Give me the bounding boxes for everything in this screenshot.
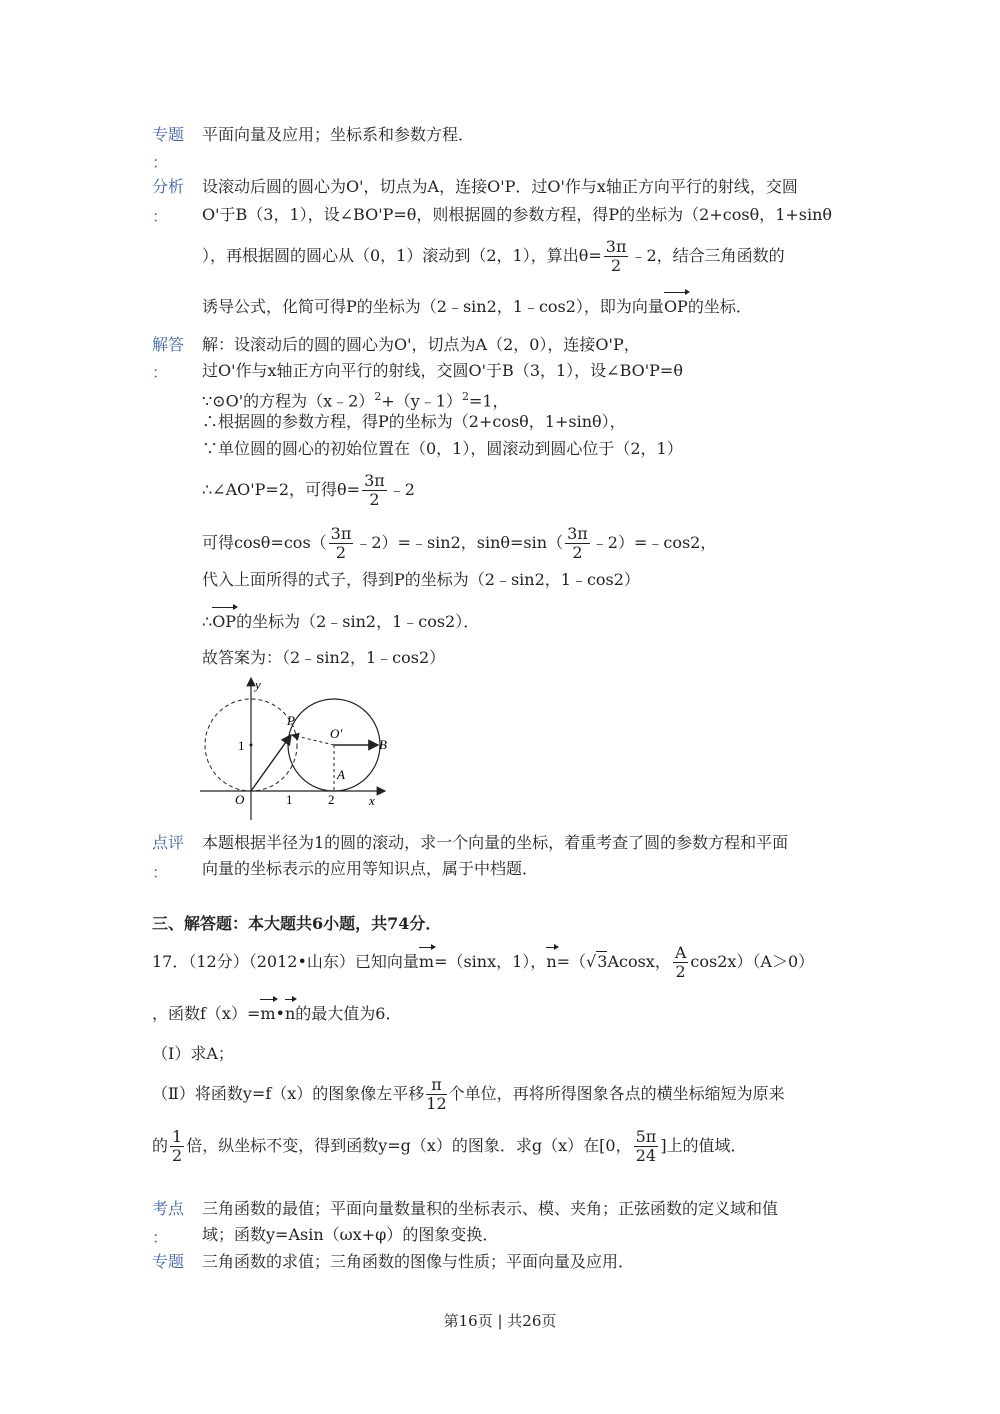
y-tick-1: 1	[238, 738, 245, 753]
point-line-1: 三角函数的最值；平面向量数量积的坐标表示、模、夹角；正弦函数的定义域和值	[202, 1199, 779, 1218]
solution-line-7: 可得cosθ=cos（ $\frac{3\pi}{2}$ ﹣2）=﹣sin2，sinθ=sin（ $\frac{3\pi}{2}$ ﹣2）=﹣cos2，	[202, 524, 717, 562]
point-line-2: 域；函数y=Asin（ωx+φ）的图象变换．	[202, 1225, 499, 1244]
analysis-line-1: 设滚动后圆的圆心为O'，切点为A，连接O'P．过O'作与x轴正方向平行的射线，交圆	[202, 177, 798, 196]
topic-label: 专题	[152, 125, 185, 144]
rolling-circle-figure	[195, 675, 395, 825]
point-oprime: O'	[330, 726, 343, 741]
label-colon: ：	[152, 863, 169, 882]
topic-text: 平面向量及应用；坐标系和参数方程．	[202, 125, 475, 144]
solution-label: 解答	[152, 335, 185, 354]
q17-line-1: 17．（12分）（2012•山东）已知向量m=（sinx，1），n=（√3Acosx， $\frac{A}{2}$ cos2x）（A＞0）	[152, 943, 815, 981]
tick-2: 2	[328, 792, 335, 807]
x-label: x	[369, 793, 375, 808]
q17-part-1: （Ⅰ）求A；	[152, 1044, 234, 1063]
vector-op: OP	[664, 295, 688, 319]
q17-part-2: （Ⅱ）将函数y=f（x）的图象像左平移 $\frac{\pi}{12}$ 个单位，再将所得图象各点的横坐标缩短为原来	[152, 1075, 785, 1113]
analysis-line-3: ），再根据圆的圆心从（0，1）滚动到（2，1），算出θ= $\frac{3\pi}{2}$ ﹣2，结合三角函数的	[202, 237, 785, 275]
comment-label: 点评	[152, 833, 185, 852]
solution-line-5: ∵单位圆的圆心的初始位置在（0，1），圆滚动到圆心位于（2，1）	[202, 439, 683, 458]
section-heading: 三、解答题：本大题共6小题，共74分．	[152, 914, 442, 933]
origin-label: O	[235, 792, 245, 807]
label-colon: ：	[152, 207, 169, 226]
tick-1: 1	[286, 792, 293, 807]
solution-line-1: 解：设滚动后的圆的圆心为O'，切点为A（2，0），连接O'P，	[202, 335, 640, 354]
y-label: y	[255, 677, 261, 692]
comment-line-2: 向量的坐标表示的应用等知识点，属于中档题．	[202, 859, 539, 878]
comment-line-1: 本题根据半径为1的圆的滚动，求一个向量的坐标，着重考查了圆的参数方程和平面	[202, 833, 789, 852]
q17-line-2: ，函数f（x）=m•n的最大值为6．	[152, 1002, 800, 1026]
q17-part-2-cont: 的 $\frac{1}{2}$ 倍，纵坐标不变，得到函数y=g（x）的图象．求g（x）在[0， $\frac{5\pi}{24}$ ]上的值域．	[152, 1127, 747, 1165]
analysis-line-4: 诱导公式，化简可得P的坐标为（2﹣sin2，1﹣cos2），即为向量OP的坐标．	[202, 295, 850, 319]
analysis-line-2: O'于B（3，1），设∠BO'P=θ，则根据圆的参数方程，得P的坐标为（2+cosθ，1+sinθ	[202, 205, 833, 224]
label-colon: ：	[152, 1228, 169, 1247]
point-p: P	[287, 713, 295, 728]
vector-op: OP	[212, 610, 236, 634]
fraction: $\frac{3\pi}{2}$	[605, 237, 627, 275]
page-footer: 第16页 | 共26页	[443, 1312, 557, 1330]
solution-line-6: ∴∠AO'P=2，可得θ= $\frac{3\pi}{2}$ ﹣2	[202, 471, 415, 509]
point-a: A	[337, 767, 345, 782]
label-colon: ：	[152, 363, 169, 382]
solution-line-3: ∵⊙O'的方程为（x﹣2）$^2$+（y﹣1）$^2$=1，	[202, 390, 509, 411]
solution-line-2: 过O'作与x轴正方向平行的射线，交圆O'于B（3，1），设∠BO'P=θ	[202, 361, 683, 380]
point-label: 考点	[152, 1199, 185, 1218]
solution-line-10: 故答案为：（2﹣sin2，1﹣cos2）	[202, 648, 446, 667]
point-b: B	[379, 737, 387, 752]
label-colon: ：	[152, 153, 169, 172]
solution-line-9: ∴OP的坐标为（2﹣sin2，1﹣cos2）．	[202, 610, 850, 634]
topic-label-2: 专题	[152, 1252, 185, 1271]
topic-text-2: 三角函数的求值；三角函数的图像与性质；平面向量及应用．	[202, 1252, 635, 1271]
analysis-label: 分析	[152, 177, 185, 196]
solution-line-8: 代入上面所得的式子，得到P的坐标为（2﹣sin2，1﹣cos2）	[202, 570, 640, 589]
solution-line-4: ∴根据圆的参数方程，得P的坐标为（2+cosθ，1+sinθ），	[202, 412, 626, 431]
